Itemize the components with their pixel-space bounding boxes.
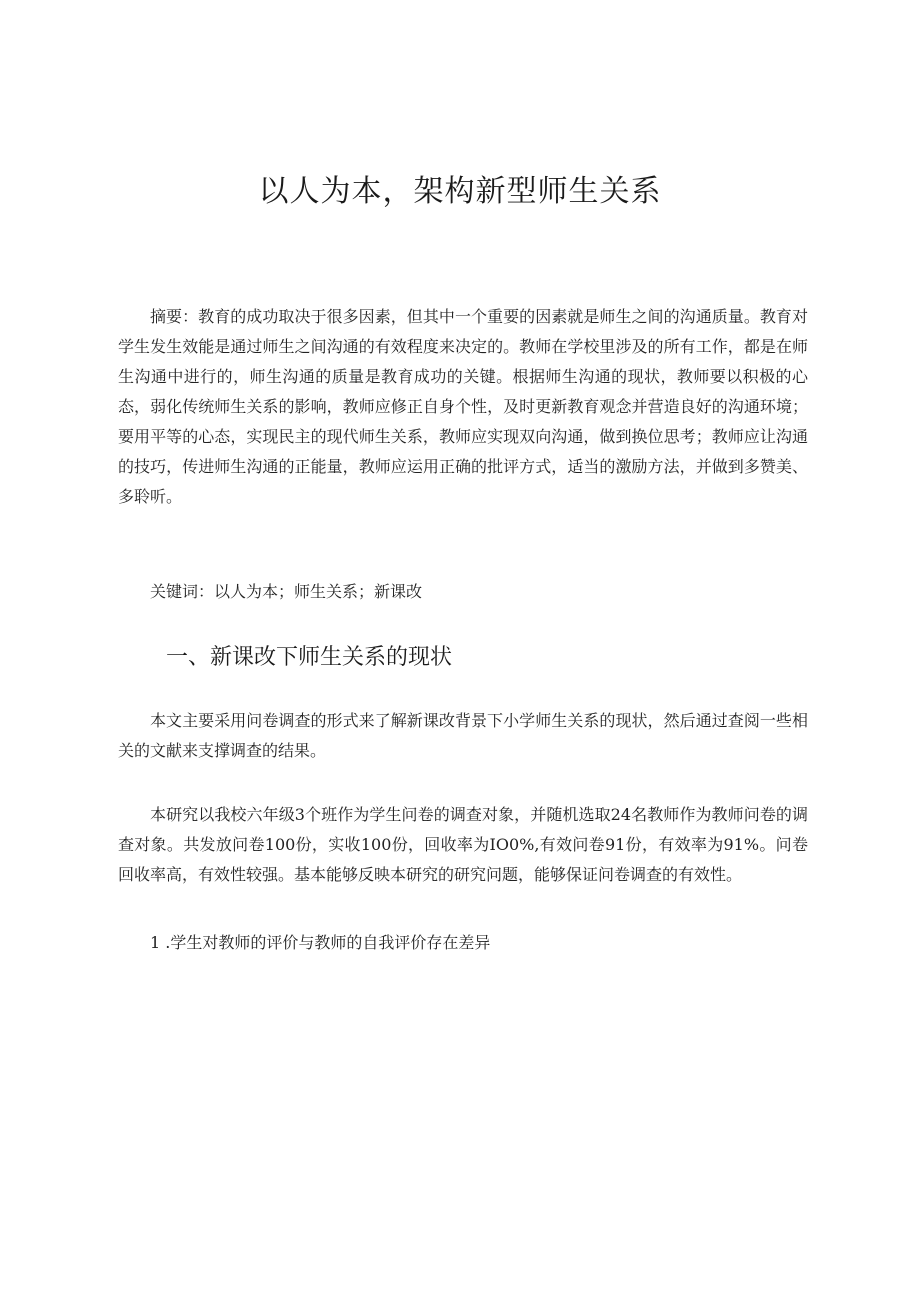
document-title: 以人为本，架构新型师生关系 <box>258 174 662 209</box>
subsection-heading: 1 .学生对教师的评价与教师的自我评价存在差异 <box>150 933 491 952</box>
section-heading: 一、新课改下师生关系的现状 <box>166 645 453 670</box>
keywords-line: 关键词：以人为本；师生关系；新课改 <box>150 582 423 601</box>
body-paragraph-2: 本研究以我校六年级3个班作为学生问卷的调查对象，并随机选取24名教师作为教师问卷的调查对象。共发放问卷100份，实收100份，回收率为IO0%,有效问卷91份，有效率为91%。问卷回收率高，有效性较强。基本能够反映本研究的研究问题，能够保证问卷调查的有效性。 <box>118 805 808 884</box>
body-paragraph-1: 本文主要采用问卷调查的形式来了解新课改背景下小学师生关系的现状，然后通过查阅一些相关的文献来支撑调查的结果。 <box>118 711 808 760</box>
abstract-paragraph: 摘要：教育的成功取决于很多因素，但其中一个重要的因素就是师生之间的沟通质量。教育对学生发生效能是通过师生之间沟通的有效程度来决定的。教师在学校里涉及的所有工作，都是在师生沟通中进行的，师生沟通的质量是教育成功的关键。根据师生沟通的现状，教师要以积极的心态，弱化传统师生关系的影响，教师应修正自身个性，及时更新教育观念并营造良好的沟通环境；要用平等的心态，实现民主的现代师生关系，教师应实现双向沟通，做到换位思考；教师应让沟通的技巧，传进师生沟通的正能量，教师应运用正确的批评方式，适当的激励方法，并做到多赞美、多聆听。 <box>118 307 808 506</box>
